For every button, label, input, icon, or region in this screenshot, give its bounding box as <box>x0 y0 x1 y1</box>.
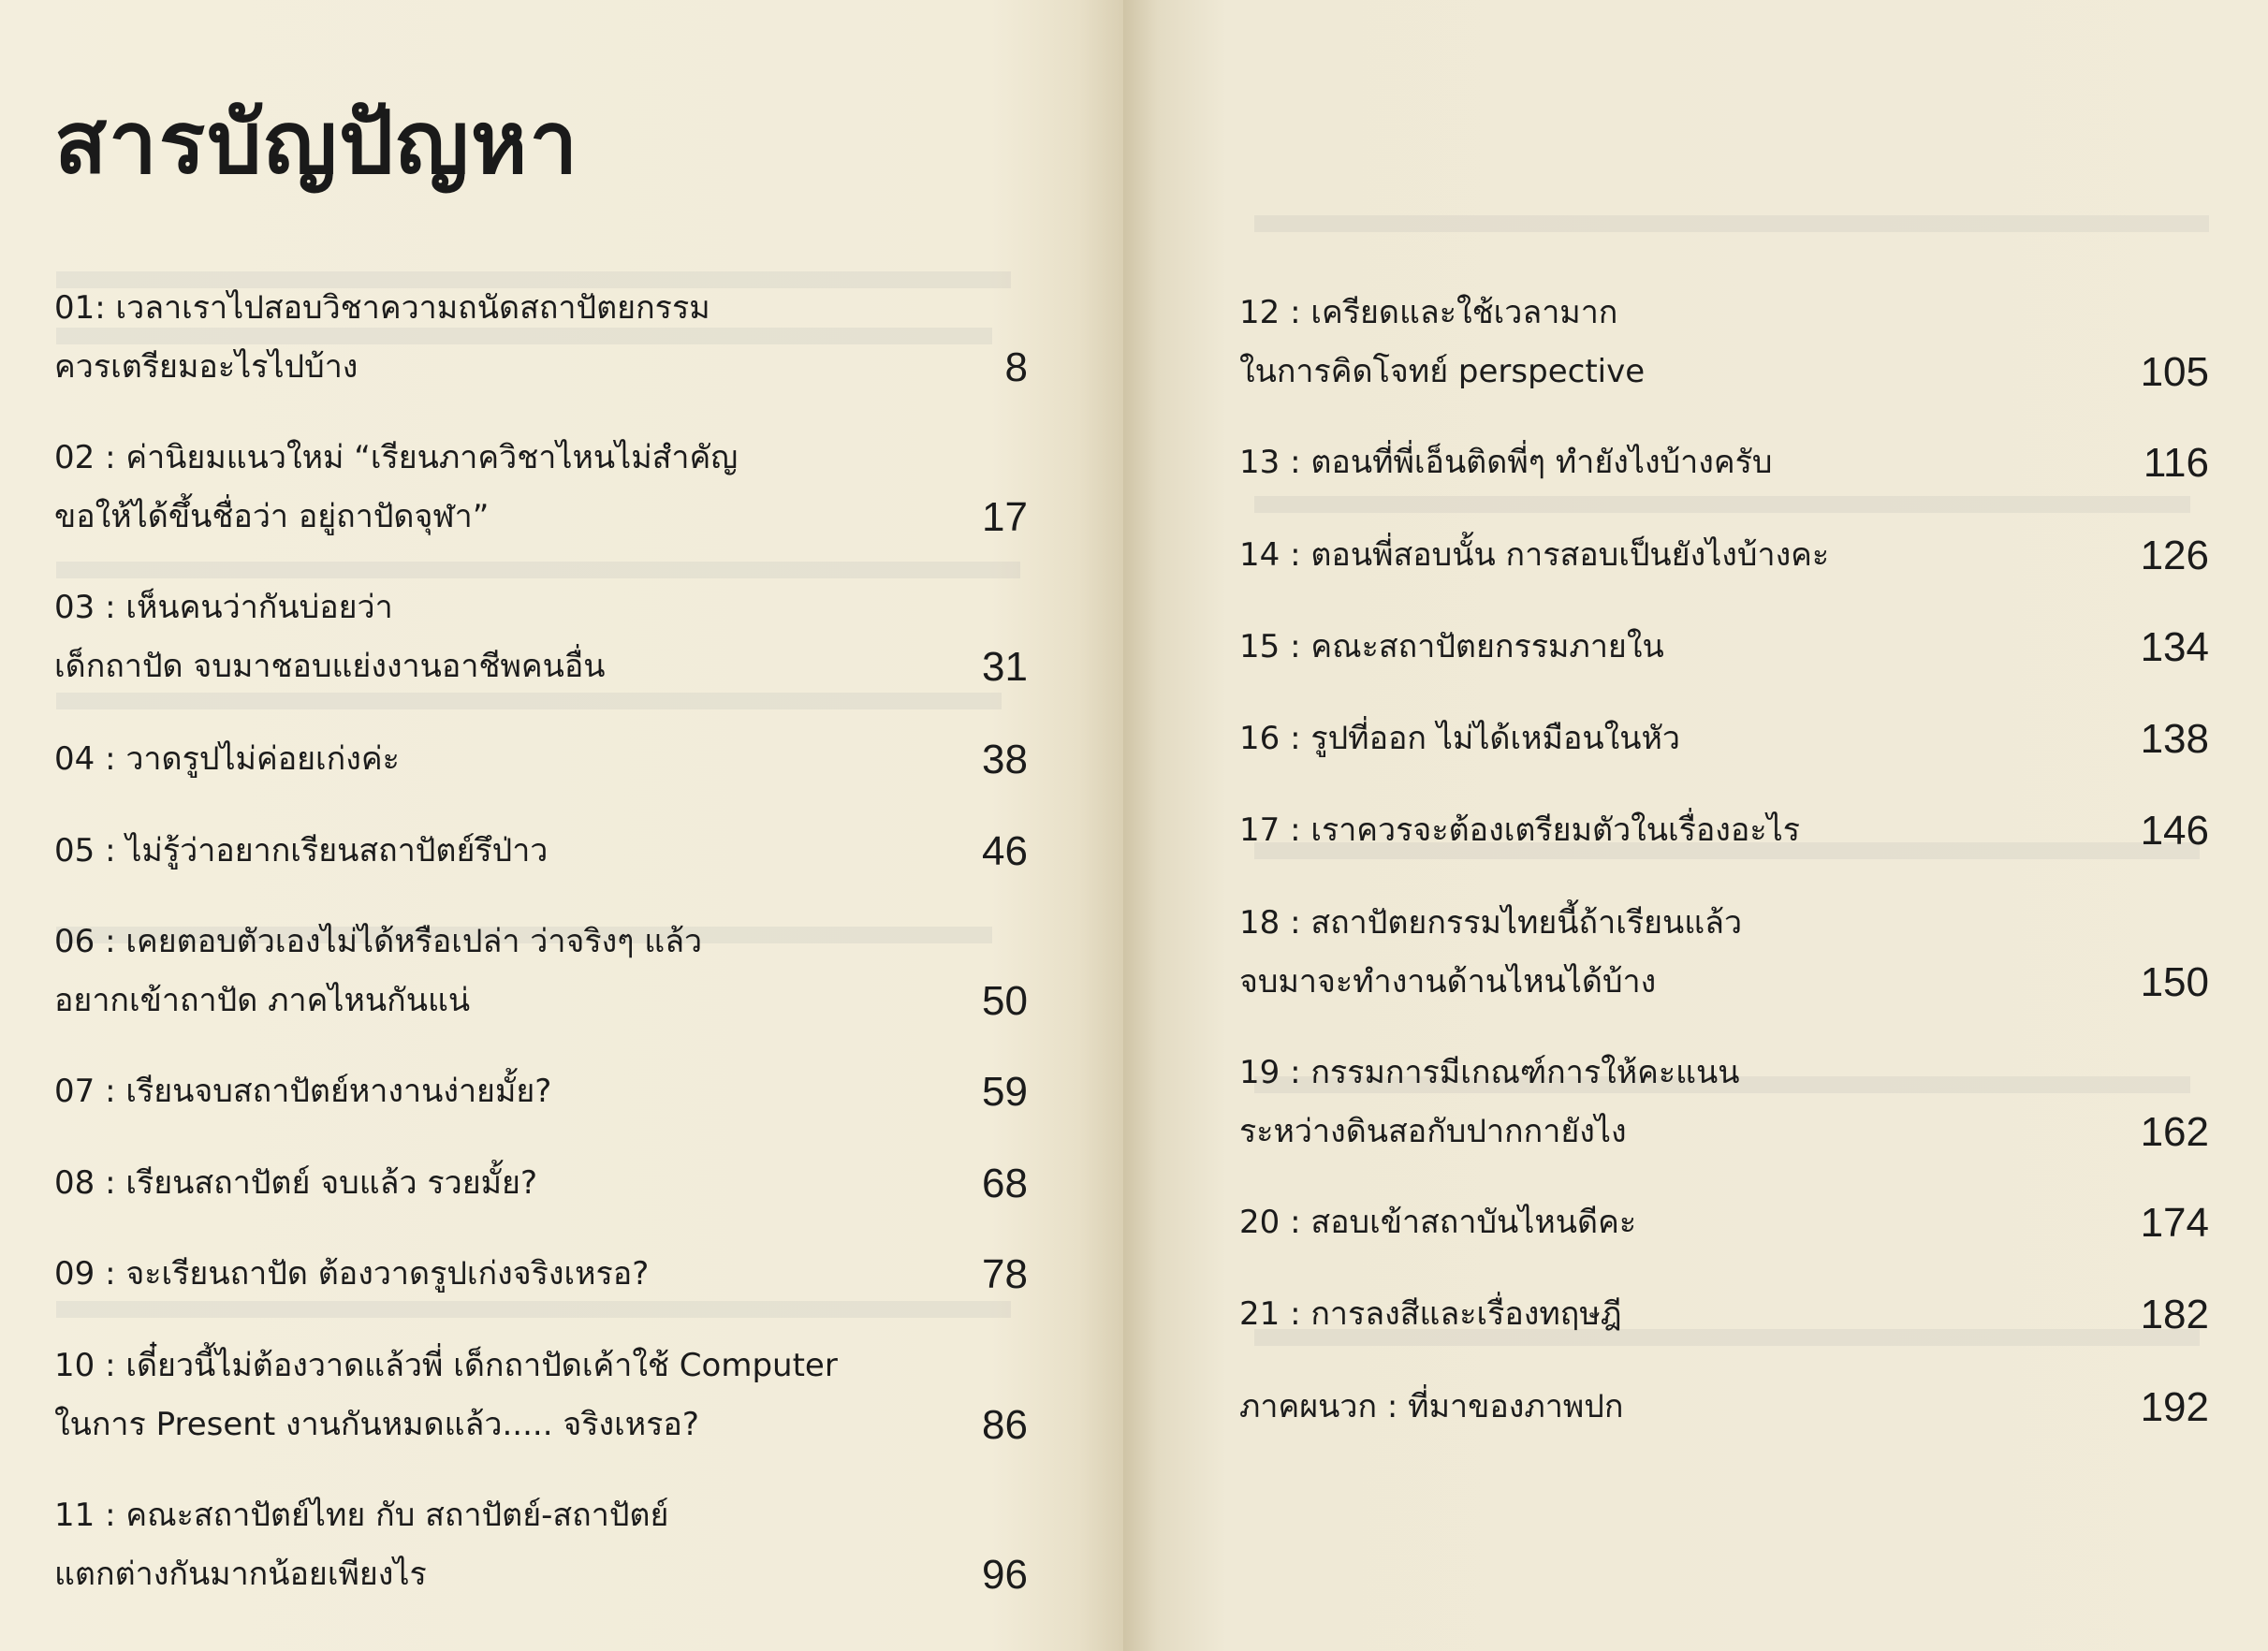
toc-entry[interactable] <box>1239 1378 2209 1437</box>
bleed-through-line <box>1254 215 2209 232</box>
toc-entry-line: 14 : ตอนพี่สอบนั้น การสอบเป็นยังไงบ้างคะ <box>1239 536 1830 574</box>
bleed-through-line <box>56 562 1020 578</box>
toc-page-number: 78 <box>982 1251 1028 1297</box>
toc-page-number: 150 <box>2140 959 2209 1005</box>
toc-page-number: 96 <box>982 1552 1028 1598</box>
toc-page-number: 134 <box>2140 624 2209 670</box>
toc-page-number: 138 <box>2140 716 2209 762</box>
toc-entry[interactable] <box>1239 618 2209 677</box>
toc-entry-line: 04 : วาดรูปไม่ค่อยเก่งค่ะ <box>54 740 400 778</box>
toc-entry-line: 02 : ค่านิยมแนวใหม่ “เรียนภาควิชาไหนไม่สำคัญ <box>54 439 739 476</box>
toc-page-number: 162 <box>2140 1109 2209 1155</box>
page-title: สารบัญปัญหา <box>54 93 580 193</box>
toc-entry-line: 09 : จะเรียนถาปัด ต้องวาดรูปเก่งจริงเหรอ? <box>54 1255 650 1293</box>
toc-entry[interactable] <box>54 279 1028 397</box>
toc-entry-line: 19 : กรรมการมีเกณฑ์การให้คะแนน <box>1239 1054 1740 1091</box>
toc-entry-line: แตกต่างกันมากน้อยเพียงไร <box>54 1556 427 1593</box>
toc-entry-line: ระหว่างดินสอกับปากกายังไง <box>1239 1113 1627 1150</box>
toc-page-number: 146 <box>2140 808 2209 854</box>
toc-entry-line: 11 : คณะสถาปัตย์ไทย กับ สถาปัตย์-สถาปัตย์ <box>54 1497 669 1534</box>
toc-entry[interactable] <box>54 913 1028 1030</box>
toc-entry-line: 16 : รูปที่ออก ไม่ได้เหมือนในหัว <box>1239 720 1680 757</box>
toc-entry[interactable] <box>54 822 1028 881</box>
toc-page-number: 59 <box>982 1069 1028 1115</box>
toc-entry[interactable] <box>1239 709 2209 768</box>
toc-entry[interactable] <box>1239 284 2209 402</box>
toc-entry[interactable] <box>1239 433 2209 492</box>
toc-entry-line: 01: เวลาเราไปสอบวิชาความถนัดสถาปัตยกรรม <box>54 289 710 327</box>
toc-page-number: 68 <box>982 1161 1028 1206</box>
toc-page-number: 8 <box>1004 344 1028 390</box>
toc-entry-line: 15 : คณะสถาปัตยกรรมภายใน <box>1239 628 1664 665</box>
toc-entry[interactable] <box>1239 894 2209 1012</box>
toc-entry[interactable] <box>54 429 1028 547</box>
toc-page-number: 174 <box>2140 1200 2209 1246</box>
toc-page-number: 31 <box>982 644 1028 690</box>
toc-entry[interactable] <box>1239 1285 2209 1344</box>
toc-entry-line: 20 : สอบเข้าสถาบันไหนดีคะ <box>1239 1204 1637 1241</box>
toc-entry-line: 18 : สถาปัตยกรรมไทยนี้ถ้าเรียนแล้ว <box>1239 904 1743 942</box>
toc-entry-line: 21 : การลงสีและเรื่องทฤษฎี <box>1239 1295 1622 1333</box>
toc-entry[interactable] <box>54 1062 1028 1121</box>
toc-entry-line: 07 : เรียนจบสถาปัตย์หางานง่ายมั้ย? <box>54 1073 552 1110</box>
toc-entry[interactable] <box>1239 1044 2209 1162</box>
toc-entry-line: ในการ Present งานกันหมดแล้ว..... จริงเหรอ? <box>54 1406 699 1443</box>
toc-page-number: 50 <box>982 978 1028 1024</box>
bleed-through-line <box>1254 496 2190 513</box>
toc-entry-line: จบมาจะทำงานด้านไหนได้บ้าง <box>1239 963 1657 1001</box>
toc-entry-line: 03 : เห็นคนว่ากันบ่อยว่า <box>54 589 393 626</box>
toc-entry-line: 06 : เคยตอบตัวเองไม่ได้หรือเปล่า ว่าจริงๆ แล้ว <box>54 923 703 960</box>
toc-entry[interactable] <box>54 578 1028 696</box>
toc-entry-line: ขอให้ได้ขึ้นชื่อว่า อยู่ถาปัดจุฬา” <box>54 498 490 535</box>
toc-entry-line: ควรเตรียมอะไรไปบ้าง <box>54 348 358 386</box>
toc-page-number: 86 <box>982 1402 1028 1448</box>
toc-entry-line: 08 : เรียนสถาปัตย์ จบแล้ว รวยมั้ย? <box>54 1164 538 1202</box>
toc-page-number: 192 <box>2140 1384 2209 1430</box>
toc-entry[interactable] <box>54 730 1028 789</box>
toc-entry-line: 13 : ตอนที่พี่เอ็นติดพี่ๆ ทำยังไงบ้างครับ <box>1239 444 1773 481</box>
toc-entry[interactable] <box>1239 801 2209 860</box>
toc-entry[interactable] <box>54 1337 1028 1454</box>
toc-entry-line: เด็กถาปัด จบมาชอบแย่งงานอาชีพคนอื่น <box>54 648 606 685</box>
toc-entry-line: ในการคิดโจทย์ perspective <box>1239 353 1646 390</box>
toc-entry-line: 12 : เครียดและใช้เวลามาก <box>1239 294 1618 331</box>
toc-page-number: 182 <box>2140 1292 2209 1337</box>
toc-entry[interactable] <box>1239 526 2209 585</box>
toc-entry-line: อยากเข้าถาปัด ภาคไหนกันแน่ <box>54 982 471 1019</box>
toc-entry-line: 05 : ไม่รู้ว่าอยากเรียนสถาปัตย์รึป่าว <box>54 832 549 869</box>
toc-page-number: 126 <box>2140 533 2209 578</box>
toc-page-number: 116 <box>2143 440 2209 486</box>
toc-entry[interactable] <box>54 1154 1028 1213</box>
toc-page-number: 38 <box>982 737 1028 782</box>
toc-entry-line: ภาคผนวก : ที่มาของภาพปก <box>1239 1388 1624 1425</box>
toc-page-number: 17 <box>982 494 1028 540</box>
toc-entry-line: 10 : เดี๋ยวนี้ไม่ต้องวาดแล้วพี่ เด็กถาปัดเค้าใช้ Computer <box>54 1347 838 1384</box>
toc-page-number: 105 <box>2140 349 2209 395</box>
toc-entry[interactable] <box>1239 1193 2209 1252</box>
toc-entry[interactable] <box>54 1245 1028 1304</box>
toc-page-number: 46 <box>982 828 1028 874</box>
toc-entry[interactable] <box>54 1486 1028 1604</box>
toc-entry-line: 17 : เราควรจะต้องเตรียมตัวในเรื่องอะไร <box>1239 811 1800 849</box>
